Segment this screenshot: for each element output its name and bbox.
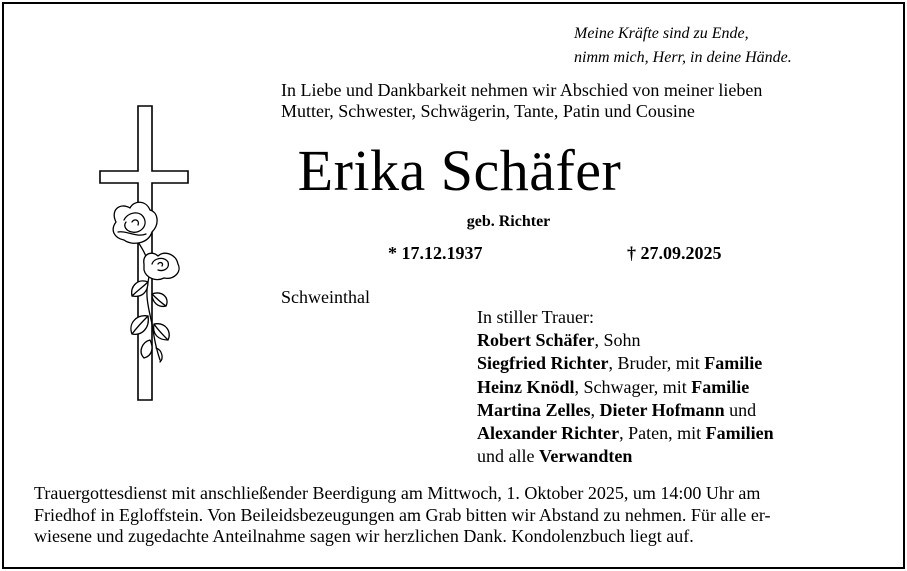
mourner-relation: , Schwager, mit bbox=[574, 376, 692, 397]
motto-line-2: nimm mich, Herr, in deine Hände. bbox=[574, 49, 792, 66]
mourner-rows bbox=[477, 329, 774, 468]
motto-line-1: Meine Kräfte sind zu Ende, bbox=[574, 25, 749, 42]
mourner-row bbox=[477, 352, 774, 375]
mourners-heading: In stiller Trauer: bbox=[477, 307, 594, 327]
mourner-row bbox=[477, 376, 774, 399]
mourner-row bbox=[477, 445, 774, 468]
mourner-name: Familie bbox=[704, 353, 763, 374]
death-date: † 27.09.2025 bbox=[627, 243, 722, 263]
mourner-name: Martina Zelles bbox=[477, 399, 591, 420]
hometown: Schweinthal bbox=[281, 287, 370, 307]
mourner-relation: , Paten, mit bbox=[619, 423, 706, 444]
mourner-name: Familien bbox=[705, 423, 774, 444]
mourner-relation: und alle bbox=[477, 446, 539, 467]
notice-line-3: wiesene und zugedachte Anteilnahme sagen wir herzlichen Dank. Kondolenzbuch liegt auf. bbox=[34, 526, 694, 546]
notice-line-1: Trauergottesdienst mit anschließender Beerdigung am Mittwoch, 1. Oktober 2025, um 14:00 Uhr am bbox=[34, 483, 761, 503]
mourner-name: Alexander Richter bbox=[477, 423, 620, 444]
mourner-relation: , Sohn bbox=[594, 330, 641, 351]
mourners-list bbox=[477, 306, 774, 468]
mourner-name: Siegfried Richter bbox=[477, 353, 609, 374]
mourner-name: Familie bbox=[691, 376, 750, 397]
mourner-name: Dieter Hofmann bbox=[599, 399, 725, 420]
birth-date: * 17.12.1937 bbox=[388, 243, 483, 263]
mourner-row bbox=[477, 329, 774, 352]
deceased-name: Erika Schäfer bbox=[297, 138, 622, 203]
mourner-relation: und bbox=[724, 399, 757, 420]
motto-verse bbox=[574, 22, 792, 70]
mourner-name: Heinz Knödl bbox=[477, 376, 575, 397]
intro-line-1: In Liebe und Dankbarkeit nehmen wir Abschied von meiner lieben bbox=[281, 80, 763, 100]
mourner-row bbox=[477, 399, 774, 422]
mourner-relation: , Bruder, mit bbox=[608, 353, 705, 374]
notice-line-2: Friedhof in Egloffstein. Von Beileidsbezeugungen am Grab bitten wir Abstand zu nehmen. Für alle er- bbox=[34, 504, 771, 525]
intro-line-2: Mutter, Schwester, Schwägerin, Tante, Patin und Cousine bbox=[281, 101, 695, 121]
maiden-name: geb. Richter bbox=[466, 213, 551, 230]
mourner-name: Robert Schäfer bbox=[477, 330, 595, 351]
mourner-name: Verwandten bbox=[538, 446, 633, 467]
mourner-relation: , bbox=[590, 399, 600, 420]
funeral-notice bbox=[34, 483, 874, 548]
mourner-row bbox=[477, 422, 774, 445]
intro-text bbox=[281, 80, 762, 122]
